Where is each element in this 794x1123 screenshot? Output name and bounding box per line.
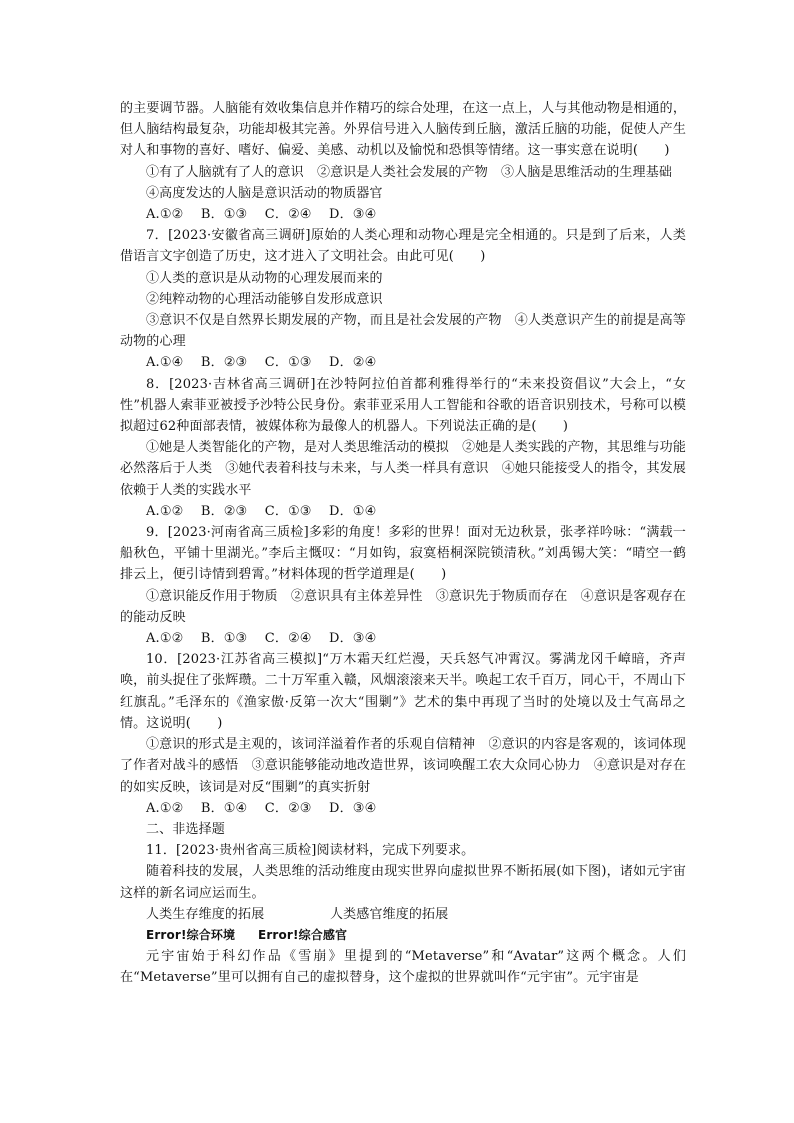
q6-options: A.①② B．①③ C．②④ D．③④	[146, 207, 377, 223]
caption-sensory-dimension: 人类感官维度的拓展	[330, 906, 449, 922]
caption-survival-dimension: 人类生存维度的拓展	[146, 906, 265, 922]
q6-stem: 的主要调节器。人脑能有效收集信息并作精巧的综合处理，在这一点上，人与其他动物是相通的，但人脑结构最复杂，功能却极其完善。外界信号进入人脑传到丘脑，激活丘脑的功能，促使人产生对人和事物的喜好、嗜好、偏爱、美感、动机以及愉悦和恐惧等情绪。这一事实意在说明( )	[120, 101, 686, 159]
q9-statements: ①意识能反作用于物质 ②意识具有主体差异性 ③意识先于物质而存在 ④意识是客观存在的能动反映	[120, 588, 686, 625]
q8-stem: 8．[2023·吉林省高三调研]在沙特阿拉伯首都利雅得举行的“未来投资倡议”大会上，“女性”机器人索菲亚被授予沙特公民身份。索菲亚采用人工智能和谷歌的语音识别技术，号称可以模拟超过62种面部表情，被媒体称为最像人的机器人。下列说法正确的是( )	[120, 376, 686, 435]
q6-statements-1-3: ①有了人脑就有了人的意识 ②意识是人类社会发展的产物 ③人脑是思维活动的生理基础	[146, 164, 673, 180]
q6-statement-4: ④高度发达的人脑是意识活动的物质器官	[146, 185, 383, 201]
document-body	[120, 98, 686, 989]
section-heading-non-choice: 二、非选择题	[146, 821, 225, 837]
q7-statement-2: ②纯粹动物的心理活动能够自发形成意识	[146, 291, 383, 307]
q11-paragraph-1: 随着科技的发展，人类思维的活动维度由现实世界向虚拟世界不断拓展(如下图)，诸如元宇宙这样的新名词应运而生。	[120, 864, 686, 901]
q8-options: A.①② B．②③ C．①③ D．①④	[146, 503, 377, 519]
figure-captions	[120, 904, 686, 925]
error-placeholder-senses: Error!综合感官	[258, 927, 348, 942]
q9-options: A.①② B．①③ C．②④ D．③④	[146, 631, 377, 647]
q7-stem: 7．[2023·安徽省高三调研]原始的人类心理和动物心理是完全相通的。只是到了后来，人类借语言文字创造了历史，这才进入了文明社会。由此可见( )	[120, 228, 686, 265]
q7-statements-3-4: ③意识不仅是自然界长期发展的产物，而且是社会发展的产物 ④人类意识产生的前提是高等动物的心理	[120, 313, 686, 350]
q7-statement-1: ①人类的意识是从动物的心理发展而来的	[146, 270, 383, 286]
error-placeholder-environment: Error!综合环境	[146, 927, 236, 942]
q10-stem: 10．[2023·江苏省高三模拟]“万木霜天红烂漫，天兵怒气冲霄汉。雾满龙冈千嶂暗，齐声唤，前头捉住了张辉瓒。二十万军重入赣，风烟滚滚来天半。唤起工农千百万，同心干，不周山下红旗乱。”毛泽东的《渔家傲·反第一次大“围剿”》艺术的集中再现了当时的处境以及士气高昂之情。这说明( )	[120, 652, 686, 731]
q7-options: A.①④ B．②③ C．①③ D．②④	[146, 355, 377, 371]
figure-placeholders	[120, 925, 686, 946]
q8-statements: ①她是人类智能化的产物，是对人类思维活动的模拟 ②她是人类实践的产物，其思维与功能必然落后于人类 ③她代表着科技与未来，与人类一样具有意识 ④她只能接受人的指令，其发展依赖于人类的实践水平	[120, 440, 686, 498]
q11-paragraph-2: 元宇宙始于科幻作品《雪崩》里提到的“Metaverse”和“Avatar”这两个概念。人们在“Metaverse”里可以拥有自己的虚拟替身，这个虚拟的世界就叫作“元宇宙”。元宇宙是	[120, 949, 686, 986]
q11-stem: 11．[2023·贵州省高三质检]阅读材料，完成下列要求。	[146, 843, 475, 859]
q10-statements: ①意识的形式是主观的，该词洋溢着作者的乐观自信精神 ②意识的内容是客观的，该词体现了作者对战斗的感悟 ③意识能够能动地改造世界，该词唤醒工农大众同心协力 ④意识是对存在的如实反映，该词是对反“围剿”的真实折射	[120, 737, 686, 795]
q10-options: A.①② B．①④ C．②③ D．③④	[146, 800, 377, 816]
q9-stem: 9．[2023·河南省高三质检]多彩的角度！多彩的世界！面对无边秋景，张孝祥吟咏：“满载一船秋色，平铺十里湖光。”李后主慨叹：“月如钩，寂寞梧桐深院锁清秋。”刘禹锡大笑：“晴空一鹤排云上，便引诗情到碧霄。”材料体现的哲学道理是( )	[120, 525, 686, 583]
